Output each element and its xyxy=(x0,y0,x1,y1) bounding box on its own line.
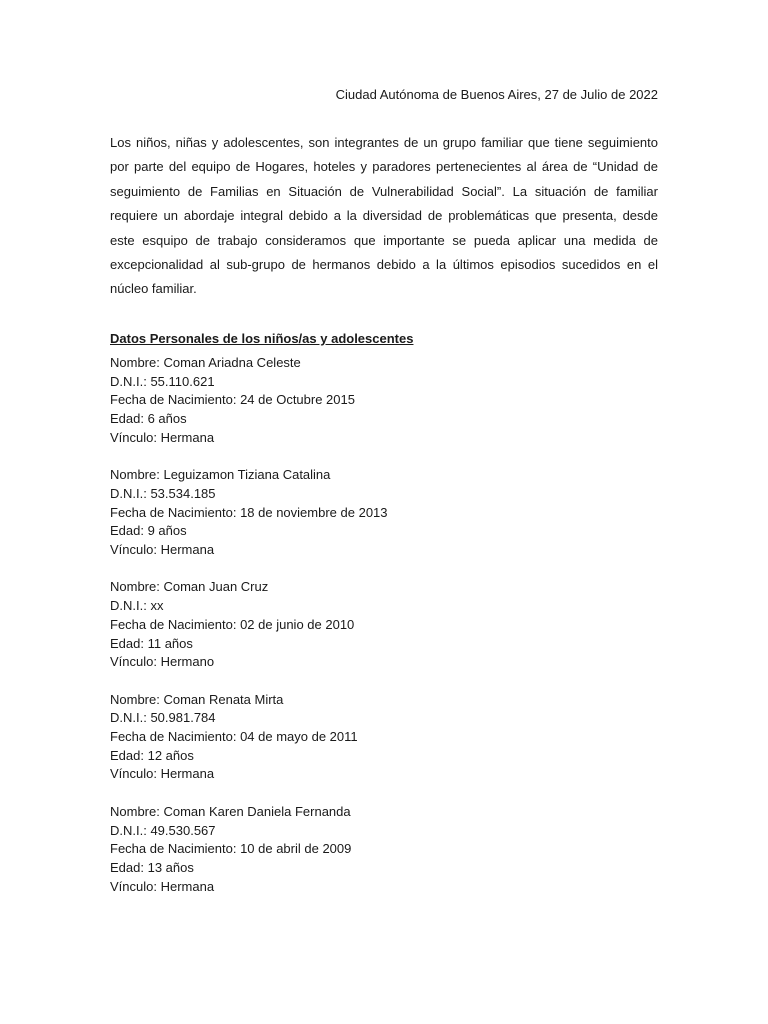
person-relation: Vínculo: Hermana xyxy=(110,542,215,558)
person-age: Edad: 13 años xyxy=(110,859,194,875)
person-record xyxy=(110,691,658,785)
person-name: Nombre: Coman Renata Mirta xyxy=(110,691,284,707)
person-birth-date: Fecha de Nacimiento: 24 de Octubre 2015 xyxy=(110,392,355,408)
person-relation: Vínculo: Hermana xyxy=(110,878,215,894)
person-dni: D.N.I.: 49.530.567 xyxy=(110,822,216,838)
person-dni: D.N.I.: xx xyxy=(110,598,164,614)
person-record xyxy=(110,803,658,897)
person-age: Edad: 12 años xyxy=(110,747,194,763)
person-relation: Vínculo: Hermana xyxy=(110,429,215,445)
section-heading: Datos Personales de los niños/as y adolescentes xyxy=(110,331,414,346)
person-record xyxy=(110,354,658,448)
person-dni: D.N.I.: 53.534.185 xyxy=(110,485,216,501)
date-line: Ciudad Autónoma de Buenos Aires, 27 de Julio de 2022 xyxy=(335,87,658,102)
intro-paragraph: Los niños, niñas y adolescentes, son integrantes de un grupo familiar que tiene seguimiento por parte del equipo de Hogares, hoteles y paradores pertenecientes al área de “Unidad de seguimiento de Familias en Situación de Vulnerabilidad Social”. La situación de familiar requiere un abordaje integral debido a la diversidad de problemáticas que presenta, desde este esquipo de trabajo consideramos que importante se pueda aplicar una medida de excepcionalidad al sub-grupo de hermanos debido a la últimos episodios sucedidos en el núcleo familiar. xyxy=(110,135,658,297)
person-name: Nombre: Leguizamon Tiziana Catalina xyxy=(110,467,331,483)
person-name: Nombre: Coman Juan Cruz xyxy=(110,579,269,595)
person-age: Edad: 6 años xyxy=(110,411,187,427)
person-birth-date: Fecha de Nacimiento: 10 de abril de 2009 xyxy=(110,841,352,857)
person-name: Nombre: Coman Karen Daniela Fernanda xyxy=(110,803,351,819)
person-age: Edad: 11 años xyxy=(110,635,193,651)
person-dni: D.N.I.: 50.981.784 xyxy=(110,710,216,726)
person-birth-date: Fecha de Nacimiento: 18 de noviembre de 2013 xyxy=(110,504,388,520)
person-record xyxy=(110,578,658,672)
person-birth-date: Fecha de Nacimiento: 04 de mayo de 2011 xyxy=(110,729,358,745)
person-dni: D.N.I.: 55.110.621 xyxy=(110,373,215,389)
person-age: Edad: 9 años xyxy=(110,523,187,539)
person-birth-date: Fecha de Nacimiento: 02 de junio de 2010 xyxy=(110,616,355,632)
person-record xyxy=(110,466,658,560)
personal-records-list xyxy=(110,354,658,915)
person-name: Nombre: Coman Ariadna Celeste xyxy=(110,355,301,370)
person-relation: Vínculo: Hermana xyxy=(110,766,215,782)
person-relation: Vínculo: Hermano xyxy=(110,654,215,670)
